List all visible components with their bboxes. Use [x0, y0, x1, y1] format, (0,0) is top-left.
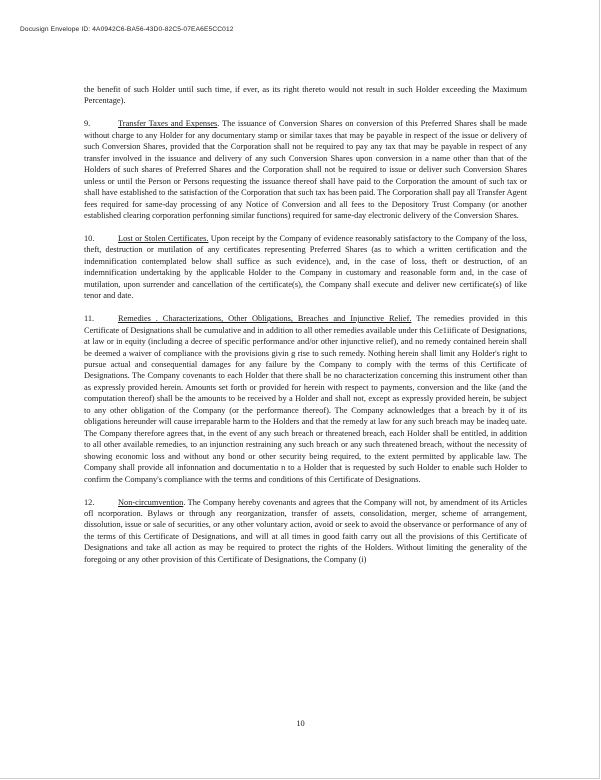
section-12: [84, 497, 527, 566]
section-heading: Non-circumvention: [118, 497, 184, 507]
heading-suffix: .: [217, 119, 223, 129]
section-heading: Transfer Taxes and Expenses: [118, 119, 218, 129]
section-text: Upon receipt by the Company of evidence reasonably satisfactory to the Company of the loss, theft, destruction or mutilation of any certificates representing Preferred Shares (as to which a written certification and the indemnification contemplated below shall suffice as such evidence), and, in the case of loss, theft or destruction, of an indemnification undertaking by the applicable Holder to the Company in customary and reasonable form and, in the case of mutilation, upon surrender and cancellation of the certificate(s), the Company shall execute and deliver new certificate(s) of like tenor and date.: [84, 233, 527, 301]
section-9: [84, 118, 527, 221]
section-number: 10.: [84, 233, 95, 243]
document-body: [84, 84, 527, 565]
page-number: 10: [296, 719, 305, 728]
section-text: The issuance of Conversion Shares on conversion of this Preferred Shares shall be made without charge to any Holder for any documentary stamp or similar taxes that may be payable in respect of the issue or delivery of such Conversion Shares, provided that the Corporation shall not be required to pay any tax that may be payable in respect of any transfer involved in the issuance and delivery of any such Conversion Shares upon conversion in a name other than that of the Holders of such shares of Preferred Shares and the Corporation shall not be required to issue or deliver such Conversion Shares unless or until the Person or Persons requesting the issuance thereof shall have paid to the Corporation the amount of such tax or shall have established to the satisfaction of the Corporation that such tax has been paid. The Corporation shall pay all Transfer Agent fees required for same-day processing of any Notice of Conversion and all fees to the Depository Trust Company (or another established clearing corporation perfonning similar functions) required for same-day electronic delivery of the Conversion Shares.: [84, 119, 527, 221]
continuation-paragraph: the benefit of such Holder until such time, if ever, as its right thereto would not result in such Holder exceeding the Maximum Percentage).: [84, 85, 527, 106]
heading-suffix: .: [183, 497, 188, 507]
section-heading: Lost or Stolen Certificates.: [118, 233, 209, 243]
section-number: 9.: [84, 119, 91, 129]
section-text: The Company hereby covenants and agrees that the Company will not, by amendment of its Articles ofl ncorporation. Bylaws or through any reorganization, transfer of assets, consolidation, merger, scheme of arrangement, dissolution, issue or sale of securities, or any other voluntary action, avoid or seek to avoid the observance or performance of any of the terms of this Certificate of Designations, and will at all times in good faith carry out all the provisions of this Certificate of Designations and take all action as may be required to protect the rights of the Holders. Without limiting the generality of the foregoing or any other provision of this Certificate of Designations, the Company (i): [84, 497, 527, 564]
envelope-id: Docusign Envelope ID: 4A0942C6-BA56-43D0-82C5-07EA6E5CC012: [20, 26, 234, 33]
section-10: [84, 233, 527, 302]
section-number: 11.: [84, 314, 95, 324]
section-11: [84, 313, 527, 485]
section-text: The remedies provided in this Certificate of Designations shall be cumulative and in addition to all other remedies available under this Ce1iificate of Designations, at law or in equity (including a decree of specific performance and/or other injunctive relief), and no remedy contained herein shall be deemed a waiver of compliance with the provisions givin g rise to such remedy. Nothing herein shall limit any Holder's right to pursue actual and consequential damages for any failure by the Company to comply with the terms of this Certificate of Designations. The Company covenants to each Holder that there shall be no characterization concerning this instrument other than as expressly provided herein. Amounts set forth or provided for herein with respect to payments, conversion and the like (and the computation thereof) shall be the amounts to be received by a Holder and shall not, except as expressly provided herein, be subject to any other obligation of the Company (or the performance thereof). The Company acknowledges that a breach by it of its obligations hereunder will cause irreparable harm to the Holders and that the remedy at law for any such breach may be inadeq uate. The Company therefore agrees that, in the event of any such breach or threatened breach, each Holder shall be entitled, in addition to all other available remedies, to an injunction restraining any such breach or any such threatened breach, without the necessity of showing economic loss and without any bond or other security being required, to the extent permitted by applicable law. The Company shall provide all infonnation and documentatio n to a Holder that is requested by such Holder to enable such Holder to confirm the Company's compliance with the terms and conditions of this Certificate of Designations.: [84, 314, 528, 484]
section-heading: Remedies . Characterizations, Other Obligations, Breaches and Injunctive Relief.: [118, 314, 412, 324]
section-number: 12.: [84, 497, 95, 507]
